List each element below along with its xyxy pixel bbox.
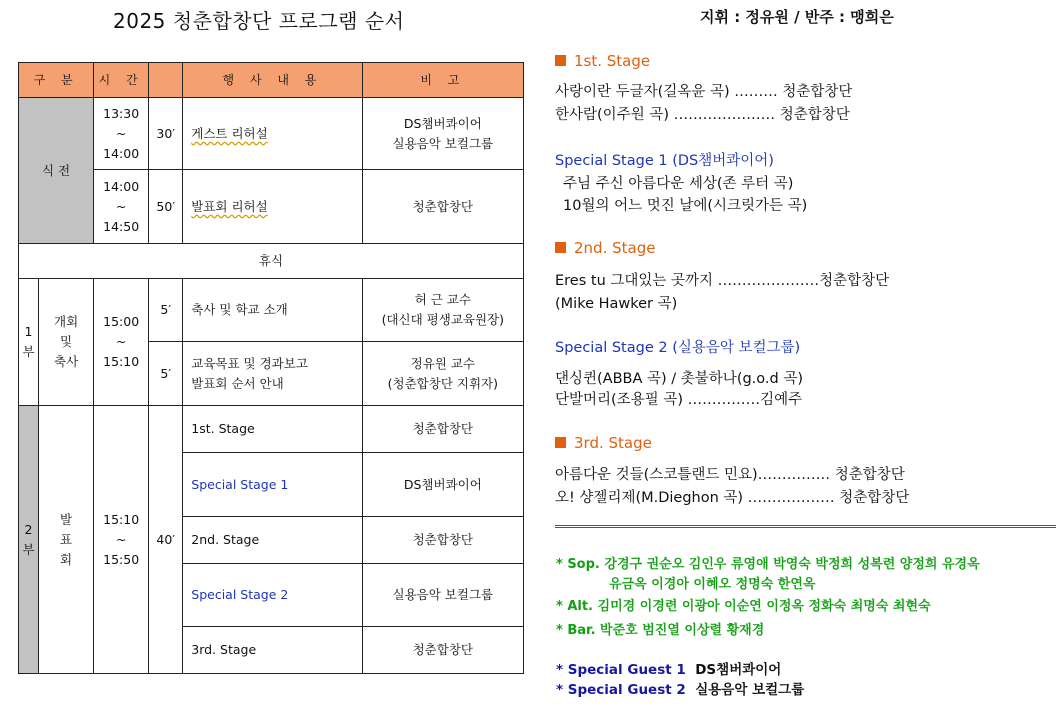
header-content: 행 사 내 용 — [183, 63, 362, 98]
square-bullet-icon — [555, 242, 566, 253]
section-divider — [555, 525, 1056, 528]
header-category: 구 분 — [19, 63, 94, 98]
header-note: 비 고 — [362, 63, 523, 98]
alto-list: * Alt. 김미경 이경련 이광아 이순연 이정옥 정화숙 최명숙 최현숙 — [556, 599, 931, 614]
duration-cell: 5′ — [149, 342, 183, 406]
special2-heading: Special Stage 2 (실용음악 보컬그룹) — [555, 340, 801, 356]
stage2-heading — [555, 239, 655, 257]
special2-song-2: 단발머리(조용필 곡) ……………김예주 — [555, 392, 803, 408]
special1-song-1: 주님 주신 아름다운 세상(존 루터 곡) — [563, 176, 794, 192]
note-cell: 청춘합창단 — [362, 170, 523, 244]
special-guest-1 — [556, 658, 781, 678]
table-row — [19, 279, 524, 342]
guest1-name: DS챔버콰이어 — [695, 662, 782, 678]
square-bullet-icon — [555, 437, 566, 448]
time-cell: 14:00 ~ 14:50 — [94, 170, 149, 244]
section-part1: 1부 — [19, 279, 39, 406]
special-guest-2 — [556, 678, 804, 698]
section-part2: 2부 — [19, 406, 39, 674]
break-cell: 휴식 — [19, 244, 524, 279]
special1-heading: Special Stage 1 (DS챔버콰이어) — [555, 153, 774, 169]
note-cell: DS챔버콰이어 실용음악 보컬그룹 — [362, 98, 523, 170]
duration-cell: 40′ — [149, 406, 183, 674]
stage2-song-1: Eres tu 그대있는 곳까지 …………………청춘합창단 — [555, 273, 890, 289]
stage2-title: 2nd. Stage — [574, 239, 656, 257]
stage3-title: 3rd. Stage — [574, 434, 652, 452]
square-bullet-icon — [555, 55, 566, 66]
duration-cell: 30′ — [149, 98, 183, 170]
guest2-label: * Special Guest 2 — [556, 682, 686, 698]
section-pre: 식 전 — [19, 98, 94, 244]
content-cell: Special Stage 2 — [183, 564, 362, 627]
part2-subsection: 발 표 회 — [39, 406, 94, 674]
soprano-list: * Sop. 강경구 권순오 김인우 류영애 박영숙 박정희 성복련 양정희 유경옥 — [556, 557, 980, 572]
header-diagonal — [149, 63, 183, 98]
guest1-label: * Special Guest 1 — [556, 662, 686, 678]
content-cell: 축사 및 학교 소개 — [183, 279, 362, 342]
page-title: 2025 청춘합창단 프로그램 순서 — [113, 9, 405, 33]
stage3-song-2: 오! 샹젤리제(M.Dieghon 곡) ……………… 청춘합창단 — [555, 490, 910, 506]
soprano-list-cont: 유금옥 이경아 이혜오 정명숙 한연옥 — [609, 577, 816, 592]
part1-subsection: 개회 및 축사 — [39, 279, 94, 406]
time-cell: 15:10 ~ 15:50 — [94, 406, 149, 674]
stage1-title: 1st. Stage — [574, 52, 651, 70]
conductor-info: 지휘 : 정유원 / 반주 : 맹희은 — [700, 8, 894, 26]
table-row — [19, 98, 524, 170]
schedule-table — [18, 62, 524, 674]
duration-cell: 50′ — [149, 170, 183, 244]
stage3-heading — [555, 434, 652, 452]
note-cell: 허 근 교수 (대신대 평생교육원장) — [362, 279, 523, 342]
table-row — [19, 406, 524, 453]
content-cell — [183, 98, 362, 170]
special2-song-1: 댄싱퀸(ABBA 곡) / 촛불하나(g.o.d 곡) — [555, 371, 803, 387]
table-row — [19, 170, 524, 244]
time-cell: 15:00 ~ 15:10 — [94, 279, 149, 406]
guest-rehearsal-text: 게스트 리허설 — [191, 125, 268, 141]
concert-rehearsal-text: 발표회 리허설 — [191, 198, 268, 214]
stage1-song-2: 한사람(이주원 곡) ………………… 청춘합창단 — [555, 107, 850, 123]
stage3-song-1: 아름다운 것들(스코틀랜드 민요)…………… 청춘합창단 — [555, 467, 905, 483]
content-cell: Special Stage 1 — [183, 453, 362, 517]
special1-song-2: 10월의 어느 멋진 날에(시크릿가든 곡) — [563, 198, 808, 214]
note-cell: 청춘합창단 — [362, 406, 523, 453]
content-cell: 2nd. Stage — [183, 517, 362, 564]
content-cell: 3rd. Stage — [183, 627, 362, 674]
time-cell: 13:30 ~ 14:00 — [94, 98, 149, 170]
header-time: 시 간 — [94, 63, 149, 98]
note-cell: 청춘합창단 — [362, 517, 523, 564]
content-cell: 교육목표 및 경과보고 발표회 순서 안내 — [183, 342, 362, 406]
stage1-heading — [555, 52, 650, 70]
note-cell: 정유원 교수 (청춘합창단 지휘자) — [362, 342, 523, 406]
guest2-name: 실용음악 보컬그룹 — [695, 682, 805, 698]
table-header-row — [19, 63, 524, 98]
note-cell: 실용음악 보컬그룹 — [362, 564, 523, 627]
content-cell: 1st. Stage — [183, 406, 362, 453]
break-row — [19, 244, 524, 279]
note-cell: 청춘합창단 — [362, 627, 523, 674]
content-cell — [183, 170, 362, 244]
duration-cell: 5′ — [149, 279, 183, 342]
stage2-song-2: (Mike Hawker 곡) — [555, 296, 678, 312]
stage1-song-1: 사랑이란 두글자(길옥윤 곡) ……… 청춘합창단 — [555, 84, 853, 100]
bass-list: * Bar. 박준호 범진열 이상렬 황재경 — [556, 623, 765, 638]
note-cell: DS챔버콰이어 — [362, 453, 523, 517]
